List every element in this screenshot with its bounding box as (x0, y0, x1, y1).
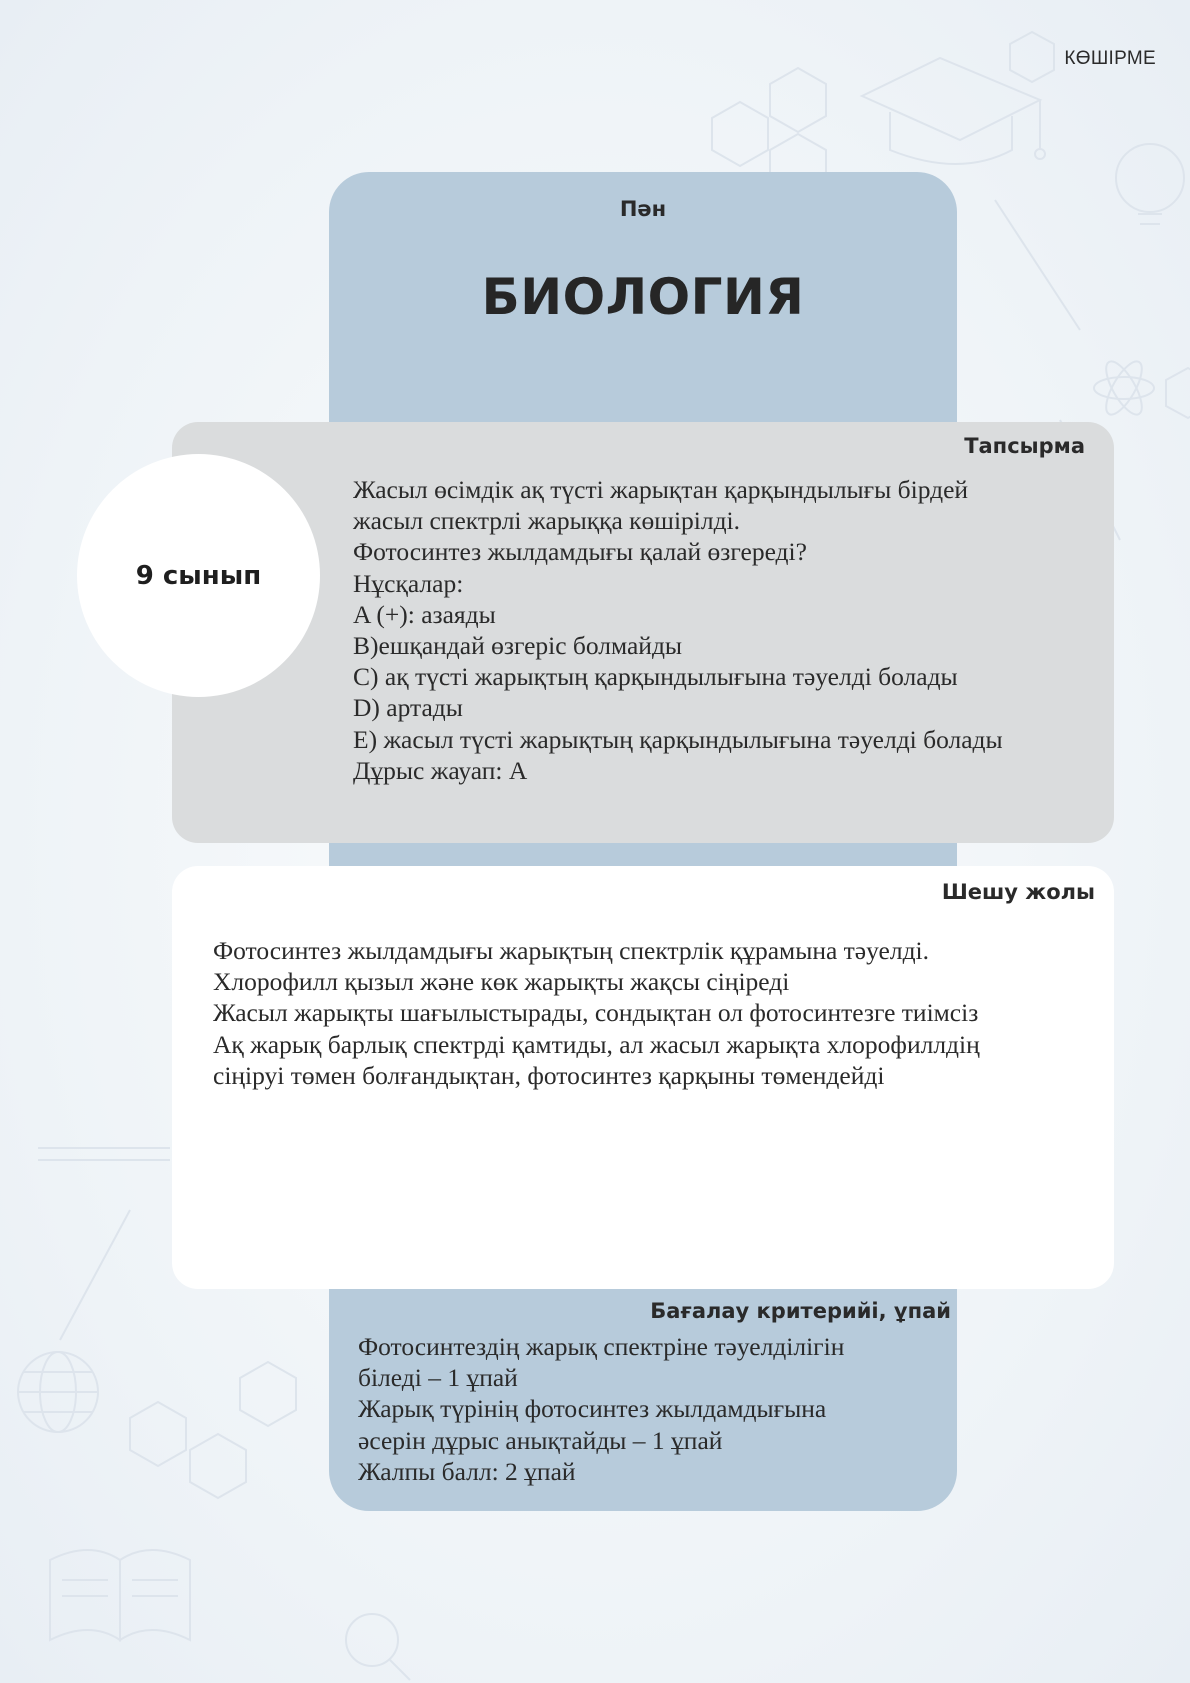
solution-line: Ақ жарық барлық спектрді қамтиды, ал жасыл жарықта хлорофиллдің (213, 1029, 980, 1059)
task-line: Жасыл өсімдік ақ түсті жарықтан қарқындылығы бірдей (353, 475, 969, 504)
criteria-total: Жалпы балл: 2 ұпай (358, 1456, 576, 1486)
solution-heading: Шешу жолы (941, 880, 1095, 904)
task-heading: Тапсырма (964, 434, 1085, 458)
criteria-line: әсерін дұрыс анықтайды – 1 ұпай (358, 1425, 723, 1455)
criteria-line: Жарық түрінің фотосинтез жылдамдығына (358, 1394, 827, 1424)
options-label: Нұсқалар: (353, 568, 464, 598)
solution-line: Хлорофилл қызыл және көк жарықты жақсы сіңіреді (213, 967, 790, 997)
criteria-line: Фотосинтездің жарық спектріне тәуелділігін (358, 1332, 845, 1361)
criteria-heading: Бағалау критерийі, ұпай (650, 1299, 951, 1323)
option-d: D) артады (353, 693, 463, 723)
magnifier-icon (346, 1614, 398, 1666)
subject-title: БИОЛОГИЯ (481, 268, 805, 326)
option-e: E) жасыл түсті жарықтың қарқындылығына тәуелді болады (353, 724, 1003, 754)
atom-icon (1094, 377, 1154, 399)
task-text (353, 474, 1093, 786)
subject-label: Пән (619, 197, 667, 221)
solution-line: Жасыл жарықты шағылыстырады, сондықтан ол фотосинтезге тиімсіз (213, 998, 979, 1028)
graduation-cap-icon (862, 58, 1040, 140)
task-question: Фотосинтез жылдамдығы қалай өзгереді? (353, 537, 807, 567)
grade-label: 9 сынып (135, 560, 262, 591)
correct-answer: Дұрыс жауап: A (353, 755, 528, 785)
grade-badge (77, 454, 320, 697)
option-c: C) ақ түсті жарықтың қарқындылығына тәуелді болады (353, 662, 958, 692)
task-line: жасыл спектрлі жарыққа көшірілді. (353, 506, 741, 536)
criteria-text (358, 1331, 938, 1487)
solution-line: сіңіруі төмен болғандықтан, фотосинтез қарқыны төмендейді (213, 1060, 885, 1090)
solution-line: Фотосинтез жылдамдығы жарықтың спектрлік құрамына тәуелді. (213, 936, 930, 965)
light-bulb-icon (1116, 144, 1184, 212)
option-a: A (+): азаяды (353, 599, 496, 629)
solution-text (213, 935, 1093, 1091)
option-b: B)ешқандай өзгеріс болмайды (353, 631, 683, 661)
criteria-line: біледі – 1 ұпай (358, 1363, 518, 1393)
copy-mark: КӨШІРМЕ (1064, 48, 1156, 69)
